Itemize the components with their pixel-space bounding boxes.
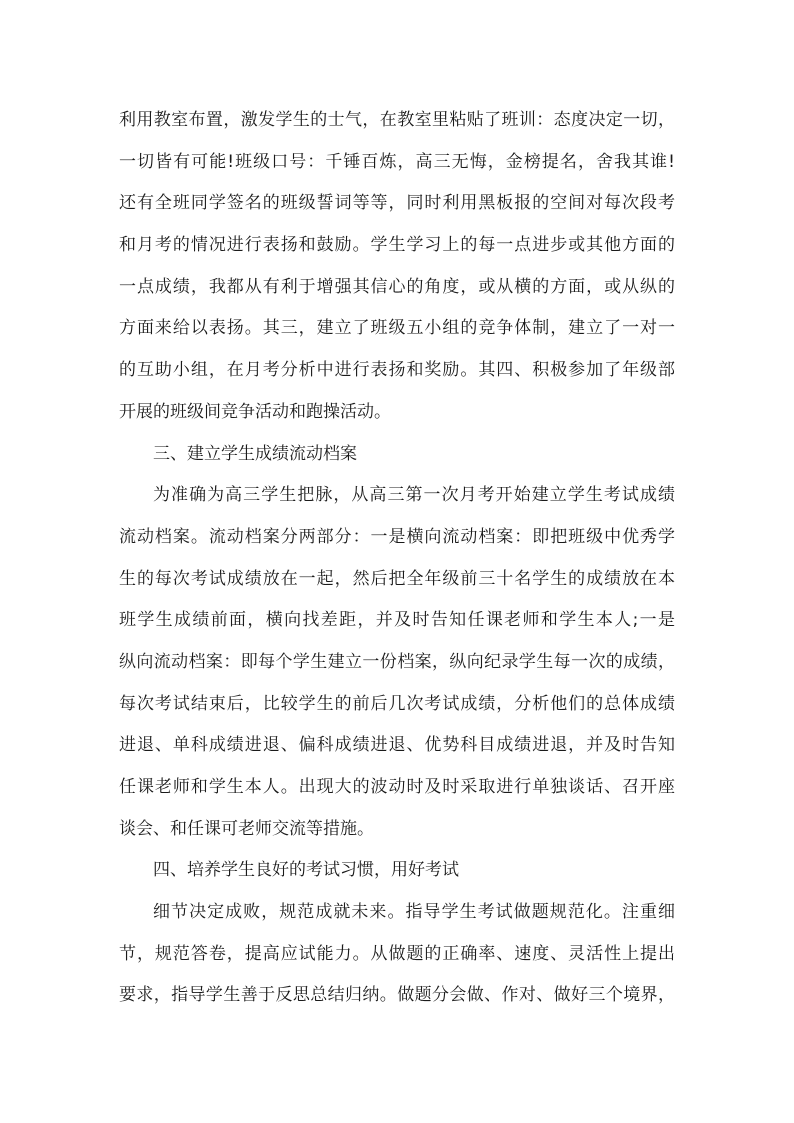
text-line: 谈会、和任课可老师交流等措施。: [119, 818, 374, 839]
text-line: 还有全班同学签名的班级誓词等等，同时利用黑板报的空间对每次段考: [119, 193, 675, 214]
text-line: 一点成绩，我都从有利于增强其信心的角度，或从横的方面，或从纵的: [119, 276, 675, 297]
text-line: 节，规范答卷，提高应试能力。从做题的正确率、速度、灵活性上提出: [119, 943, 675, 964]
section-heading: 四、培养学生良好的考试习惯，用好考试: [153, 860, 459, 881]
text-line: 生的每次考试成绩放在一起，然后把全年级前三十名学生的成绩放在本: [119, 568, 675, 589]
body-text: [119, 100, 675, 1017]
text-line: 为准确为高三学生把脉，从高三第一次月考开始建立学生考试成绩: [153, 485, 675, 506]
text-line: 纵向流动档案：即每个学生建立一份档案，纵向纪录学生每一次的成绩，: [119, 651, 675, 672]
text-line: 流动档案。流动档案分两部分：一是横向流动档案：即把班级中优秀学: [119, 526, 675, 547]
text-line: 每次考试结束后，比较学生的前后几次考试成绩，分析他们的总体成绩: [119, 693, 675, 714]
text-line: 开展的班级间竞争活动和跑操活动。: [119, 401, 391, 422]
text-line: 一切皆有可能!班级口号：千锤百炼，高三无悔，金榜提名，舍我其谁!: [119, 151, 675, 172]
text-line: 的互助小组，在月考分析中进行表扬和奖励。其四、积极参加了年级部: [119, 360, 675, 381]
text-line: 细节决定成败，规范成就未来。指导学生考试做题规范化。注重细: [153, 902, 675, 923]
text-line: 利用教室布置，激发学生的士气，在教室里粘贴了班训：态度决定一切，: [119, 110, 675, 130]
text-line: 班学生成绩前面，横向找差距，并及时告知任课老师和学生本人;一是: [119, 610, 675, 631]
text-line: 要求，指导学生善于反思总结归纳。做题分会做、作对、做好三个境界，: [119, 985, 675, 1006]
text-line: 进退、单科成绩进退、偏科成绩进退、优势科目成绩进退，并及时告知: [119, 735, 675, 756]
text-line: 方面来给以表扬。其三，建立了班级五小组的竞争体制，建立了一对一: [119, 318, 675, 339]
section-heading: 三、建立学生成绩流动档案: [153, 443, 357, 464]
text-line: 任课老师和学生本人。出现大的波动时及时采取进行单独谈话、召开座: [119, 777, 675, 797]
text-line: 和月考的情况进行表扬和鼓励。学生学习上的每一点进步或其他方面的: [119, 235, 675, 256]
